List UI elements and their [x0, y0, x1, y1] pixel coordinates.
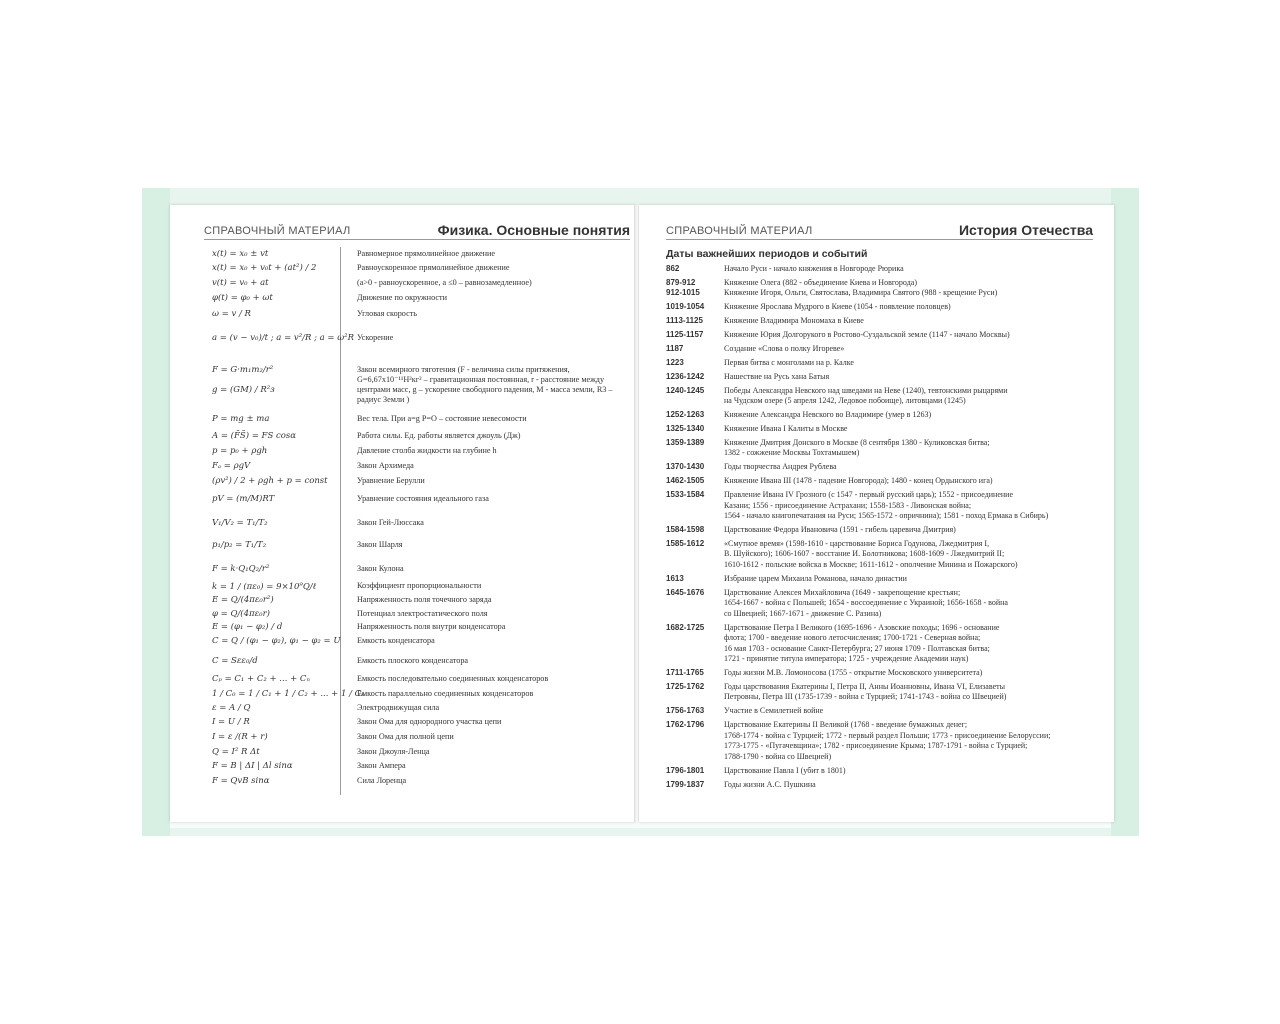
formula-description: Емкость последовательно соединенных конденсаторов [357, 674, 549, 683]
formula-row [170, 414, 636, 428]
history-event: Создание «Слова о полку Игореве» [724, 344, 845, 353]
formula: g = (GM) / R²з [212, 385, 275, 395]
header-label: СПРАВОЧНЫЙ МАТЕРИАЛ [204, 225, 351, 237]
formula-row [170, 309, 636, 323]
formula: F = k·Q₁Q₂/r² [212, 564, 270, 574]
formula-row [170, 461, 636, 475]
formula-row [170, 540, 636, 554]
formula: F = G·m₁m₂/r² [212, 365, 274, 375]
formula: Fₐ = ρgV [212, 461, 251, 471]
formula-description: Движение по окружности [357, 293, 447, 302]
section-subtitle: Даты важнейших периодов и событий [666, 248, 868, 260]
formula-description: Напряженность поля внутри конденсатора [357, 622, 506, 631]
formula-description: Ускорение [357, 333, 394, 342]
formula-row [170, 636, 636, 650]
formula-description: (a>0 - равноускоренное, a ≤0 – равнозамедленное) [357, 278, 532, 287]
formula-row [170, 761, 636, 775]
formula-description: Равномерное прямолинейное движение [357, 249, 496, 258]
history-event: Княжение Дмитрия Донского в Москве (8 сентября 1380 - Куликовская битва; 1382 - сожжение Москвы Тохтамышем) [724, 437, 990, 458]
history-year: 1113-1125 [666, 316, 703, 326]
history-page [639, 205, 1114, 822]
formula-row [170, 674, 636, 688]
formula: pV = (m/M)RT [212, 494, 275, 504]
formula-row [170, 595, 636, 609]
history-event: Княжение Ярослава Мудрого в Киеве (1054 - появление половцев) [724, 302, 951, 312]
formula-description: Закон Кулона [357, 564, 404, 573]
history-year: 1252-1263 [666, 410, 705, 420]
history-year: 1711-1765 [666, 668, 704, 677]
history-year: 1187 [666, 344, 684, 353]
formula-row [170, 518, 636, 532]
formula-row [170, 431, 636, 445]
page-title: История Отечества [958, 222, 1093, 238]
history-year: 1584-1598 [666, 525, 705, 534]
history-year: 1125-1157 [666, 330, 704, 340]
formula: I = U / R [212, 717, 250, 727]
history-event: Избрание царем Михаила Романова, начало династии [724, 573, 907, 583]
history-event: Царствование Екатерины II Великой (1768 - введение бумажных денег; 1768-1774 - война с Турцией; 1772 - первый раздел Польши; 1773 - присоединение Белоруссии; 1773-1775 - «Пугачевщина»; 1782 - присоединение Крыма; 1787-1791 - война с Турцией; 1788-1790 - война со Швецией) [724, 720, 1051, 761]
formula: a = (v − v₀)/t ; a = v²/R ; a = ω²R [212, 333, 354, 343]
formula: p = p₀ + ρgh [212, 446, 268, 456]
history-event: Годы жизни М.В. Ломоносова (1755 - открытие Московского университета) [724, 668, 983, 677]
formula: P = mg ± ma [212, 414, 270, 424]
formula: 1 / C₀ = 1 / C₁ + 1 / C₂ + ... + 1 / Cₙ [212, 689, 365, 699]
formula-row [170, 385, 636, 399]
history-year: 1019-1054 [666, 302, 705, 312]
history-event: Царствование Петра I Великого (1695-1696 - Азовские походы; 1696 - основание флота; 1700 - введение нового летосчисления; 1700-1721 - Северная война; 16 мая 1703 - основание Санкт-Петербурга; 27 июня 1709 - Полтавская битва; 1721 - принятие титула императора; 1725 - учреждение Академии наук) [724, 622, 1000, 664]
formula: A = (F̄S̄) = FS cosα [212, 431, 296, 441]
history-year: 1682-1725 [666, 622, 705, 632]
formula-row [170, 249, 636, 263]
formula: ω = v / R [212, 309, 251, 319]
history-year: 1725-1762 [666, 681, 705, 691]
formula-row [170, 263, 636, 277]
history-year: 1240-1245 [666, 385, 705, 395]
formula-row [170, 656, 636, 670]
formula-description: Закон Шарля [357, 540, 403, 549]
history-event: Первая битва с монголами на р. Калке [724, 357, 854, 367]
formula: F = QvB sinα [212, 776, 270, 786]
formula-description: Закон Ампера [357, 761, 406, 770]
history-year: 1223 [666, 357, 684, 367]
formula-description: Закон Гей-Люссака [357, 518, 424, 527]
physics-page [170, 205, 636, 822]
formula: C = Q / (φ₁ − φ₂), φ₁ − φ₂ = U [212, 636, 341, 646]
formula: (ρv²) / 2 + ρgh + p = const [212, 476, 328, 486]
formula: v(t) = v₀ + at [212, 278, 269, 288]
history-event: Участие в Семилетней войне [724, 706, 824, 716]
formula: E = Q/(4πε₀r²) [212, 595, 274, 605]
history-event: Царствование Федора Ивановича (1591 - гибель царевича Дмитрия) [724, 525, 956, 534]
formula-description: Уравнение Берулли [357, 476, 425, 485]
formula-description: Уравнение состояния идеального газа [357, 494, 489, 503]
formula: V₁/V₂ = T₁/T₂ [212, 518, 268, 528]
formula-description: Равноускоренное прямолинейное движение [357, 263, 510, 272]
formula: x(t) = x₀ ± vt [212, 249, 269, 259]
formula-description: Емкость конденсатора [357, 636, 435, 645]
formula-row [170, 564, 636, 578]
formula: φ(t) = φ₀ + ωt [212, 293, 273, 303]
formula-row [170, 622, 636, 636]
formula-row [170, 689, 636, 703]
formula-description: Закон Ома для однородного участка цепи [357, 717, 502, 726]
history-year: 1799-1837 [666, 779, 705, 789]
history-year: 1533-1584 [666, 490, 705, 500]
cover-edge-right [1111, 188, 1139, 836]
formula-row [170, 446, 636, 460]
formula-description: Потенциал электростатического поля [357, 609, 488, 618]
formula-row [170, 581, 636, 595]
formula: Q = I² R Δt [212, 747, 260, 757]
history-year: 1370-1430 [666, 462, 705, 472]
formula: Cₚ = C₁ + C₂ + ... + Cₙ [212, 674, 310, 684]
formula-row [170, 776, 636, 790]
formula: C = Sεε₀/d [212, 656, 258, 666]
history-event: Правление Ивана IV Грозного (с 1547 - первый русский царь); 1552 - присоединение Казани; 1556 - присоединение Астрахани; 1558-1583 - Ливонская война; 1564 - начало книгопечатания на Руси; 1565-1572 - опричнина); 1581 - поход Ермака в Сибирь) [724, 490, 1049, 521]
formula-row [170, 278, 636, 292]
history-year: 1236-1242 [666, 371, 705, 381]
formula-description: Напряженность поля точечного заряда [357, 595, 492, 604]
history-year: 1359-1389 [666, 437, 705, 447]
formula-description: Вес тела. При a=g P=O – состояние невесомости [357, 414, 527, 423]
history-event: Годы жизни А.С. Пушкина [724, 779, 816, 789]
formula-description: Емкость параллельно соединенных конденсаторов [357, 689, 534, 698]
formula-description: Коэффициент пропорциональности [357, 581, 482, 590]
formula-description: Работа силы. Ед. работы является джоуль (Дж) [357, 431, 521, 440]
history-year: 1325-1340 [666, 424, 705, 433]
history-year: 862 [666, 264, 680, 273]
history-event: Царствование Алексея Михайловича (1649 - закрепощение крестьян; 1654-1667 - война с Польшей; 1654 - воссоединение с Украиной; 1656-1658 - война со Швецией; 1667-1671 - движение С. Разина) [724, 587, 1008, 618]
history-event: Княжение Александра Невского во Владимире (умер в 1263) [724, 410, 932, 420]
formula-description: Закон Ома для полной цепи [357, 732, 454, 741]
formula: ε = A / Q [212, 703, 251, 713]
history-year: 1762-1796 [666, 720, 705, 730]
history-event: Царствование Павла I (убит в 1801) [724, 765, 846, 775]
cover-edge-left [142, 188, 170, 836]
page-title: Физика. Основные понятия [437, 222, 630, 238]
formula-description: Электродвижущая сила [357, 703, 440, 712]
history-event: Княжение Ивана III (1478 - падение Новгорода); 1480 - конец Ордынского ига) [724, 476, 993, 486]
formula-row [170, 293, 636, 307]
formula-description: Давление столба жидкости на глубине h [357, 446, 497, 455]
header-label: СПРАВОЧНЫЙ МАТЕРИАЛ [666, 225, 813, 237]
formula: k = 1 / (πε₀) = 9×10⁹Q/ℓ [212, 582, 317, 592]
history-event: Княжение Владимира Мономаха в Киеве [724, 316, 864, 326]
history-year: 1462-1505 [666, 476, 705, 486]
formula-description: Закон Архимеда [357, 461, 414, 470]
history-event: Княжение Ивана I Калиты в Москве [724, 424, 848, 433]
formula: p₁/p₂ = T₁/T₂ [212, 540, 267, 550]
history-event: Княжение Олега (882 - объединение Киева и Новгорода) Княжение Игоря, Ольги, Святослава, Владимира Святого (988 - крещение Руси) [724, 277, 998, 298]
history-event: «Смутное время» (1598-1610 - царствование Бориса Годунова, Лжедмитрия I, В. Шуйского); 1606-1607 - восстание И. Болотникова; 1608-1609 - Лжедмитрий II; 1610-1612 - польские войска в Москве; 1611-1612 - ополчение Минина и Пожарского) [724, 538, 1018, 569]
formula-description: Емкость плоского конденсатора [357, 656, 469, 665]
formula-row [170, 476, 636, 490]
history-event: Победы Александра Невского над шведами на Неве (1240), тевтонскими рыцарями на Чудском озере (5 апреля 1242, Ледовое побоище), литовцами (1245) [724, 385, 1008, 406]
formula-description: Угловая скорость [357, 309, 418, 318]
formula-row [170, 732, 636, 746]
formula: x(t) = x₀ + v₀t + (at²) / 2 [212, 263, 317, 273]
formula-row [170, 703, 636, 717]
history-event: Годы царствования Екатерины I, Петра II, Анны Иоанновны, Ивана VI, Елизаветы Петровны, Петра III (1735-1739 - война с Турцией; 1741-1743 - война со Швецией) [724, 681, 1007, 702]
history-event: Нашествие на Русь хана Батыя [724, 371, 830, 381]
history-year: 1645-1676 [666, 587, 705, 597]
formula-row [170, 747, 636, 761]
page-header [204, 219, 630, 240]
formula-description: Сила Лоренца [357, 776, 407, 785]
history-year: 1796-1801 [666, 765, 705, 775]
formula: E = (φ₁ − φ₂) / d [212, 622, 283, 632]
formula: F = B | ΔI | Δl sinα [212, 761, 293, 771]
formula-description: Закон всемирного тяготения (F - величина силы притяжения, G=6,67x10⁻¹¹Н²кг² – гравитационная постоянная, r - расстояние между центрами масс, g – ускорение свободного падения, M - масса земли, R3 – радиус Земли ) [357, 365, 613, 404]
history-year: 1756-1763 [666, 706, 705, 716]
page-header [666, 219, 1093, 240]
formula-row [170, 494, 636, 508]
formula-row [170, 609, 636, 623]
formula-row [170, 333, 636, 347]
formula: φ = Q/(4πε₀r) [212, 609, 270, 619]
history-year: 1613 [666, 573, 684, 583]
formula: I = ε /(R + r) [212, 732, 268, 742]
history-year: 879-912 912-1015 [666, 277, 700, 298]
history-event: Начало Руси - начало княжения в Новгороде Рюрика [724, 264, 904, 273]
history-year: 1585-1612 [666, 538, 705, 548]
history-event: Годы творчества Андрея Рублева [724, 462, 837, 472]
formula-description: Закон Джоуля-Ленца [357, 747, 430, 756]
formula-row [170, 717, 636, 731]
history-event: Княжение Юрия Долгорукого в Ростово-Суздальской земле (1147 - начало Москвы) [724, 330, 1010, 340]
